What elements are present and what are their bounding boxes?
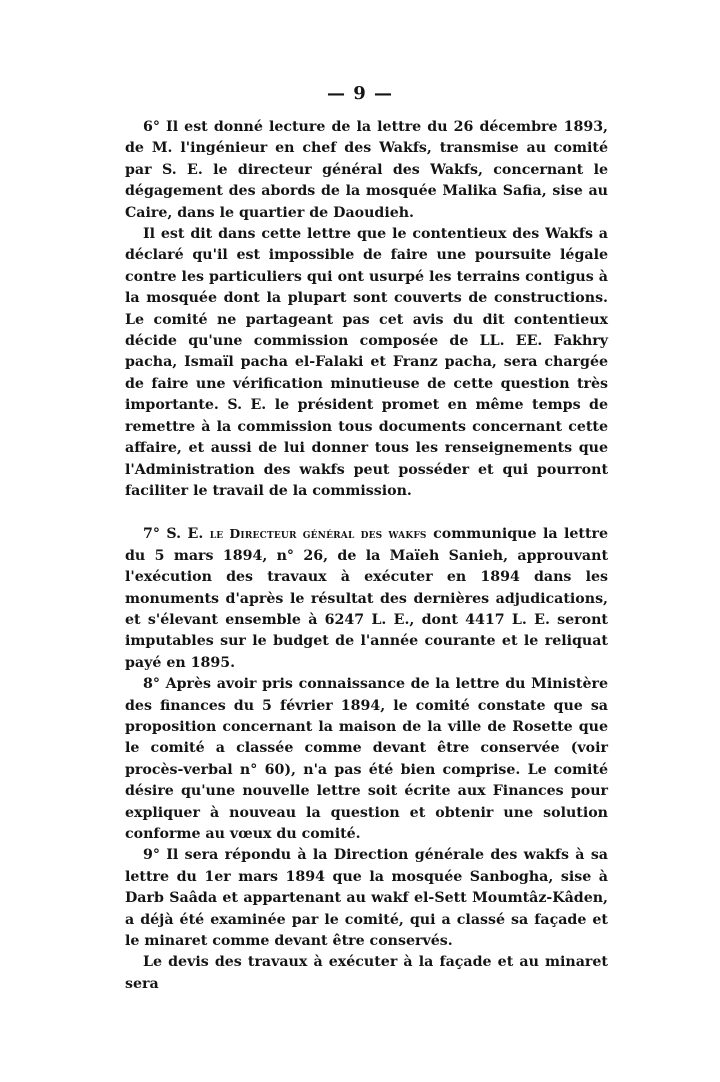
paragraph-7 [125, 523, 608, 674]
paragraph-9: 9° Il sera répondu à la Direction générale des wakfs à sa lettre du 1er mars 1894 que la mosquée Sanbogha, sise à Darb Saâda et appartenant au wakf el-Sett Moumtâz-Kâden, a déjà été examinée par le comité, qui a classé sa façade et le minaret comme devant être conservés. [125, 847, 608, 950]
page-number: — 9 — [326, 83, 394, 104]
body-text [125, 117, 608, 995]
paragraph-7-smallcaps: le Directeur général des wakfs [209, 526, 427, 542]
paragraph-7-lead: 7° S. E. [143, 526, 210, 543]
paragraph-6: 6° Il est donné lecture de la lettre du 26 décembre 1893, de M. l'ingénieur en chef des Wakfs, transmise au comité par S. E. le directeur général des Wakfs, concernant le dégagement des abords de la mosquée Malika Safia, sise au Caire, dans le quartier de Daoudieh. [125, 119, 608, 221]
paragraph-9-continued: Le devis des travaux à exécuter à la façade et au minaret sera [125, 954, 608, 992]
paragraph-7-text: communique la lettre du 5 mars 1894, n° 26, de la Maïeh Sanieh, approuvant l'exécution des travaux à exécuter en 1894 dans les monuments d'après le résultat des dernières adjudications, et s'élevant ensemble à 6247 L. E., dont 4417 L. E. seront imputables sur le budget de l'année courante et le reliquat payé en 1895. [125, 526, 608, 671]
paragraph-6-continued: Il est dit dans cette lettre que le contentieux des Wakfs a déclaré qu'il est impossible de faire une poursuite légale contre les particuliers qui ont usurpé les terrains contigus à la mosquée dont la plupart sont couverts de constructions. Le comité ne partageant pas cet avis du dit contentieux décide qu'une commission composée de LL. EE. Fakhry pacha, Ismaïl pacha el-Falaki et Franz pacha, sera chargée de faire une vérification minutieuse de cette question très importante. S. E. le président promet en même temps de remettre à la commission tous documents concernant cette affaire, et aussi de lui donner tous les renseignements que l'Administration des wakfs peut posséder et qui pourront faciliter le travail de la commission. [125, 226, 608, 499]
paragraph-8: 8° Après avoir pris connaissance de la lettre du Ministère des finances du 5 février 1894, le comité constate que sa proposition concernant la maison de la ville de Rosette que le comité a classée comme devant être conservée (voir procès-verbal n° 60), n'a pas été bien comprise. Le comité désire qu'une nouvelle lettre soit écrite aux Finances pour expliquer à nouveau la question et obtenir une solution conforme au vœux du comité. [125, 676, 608, 842]
